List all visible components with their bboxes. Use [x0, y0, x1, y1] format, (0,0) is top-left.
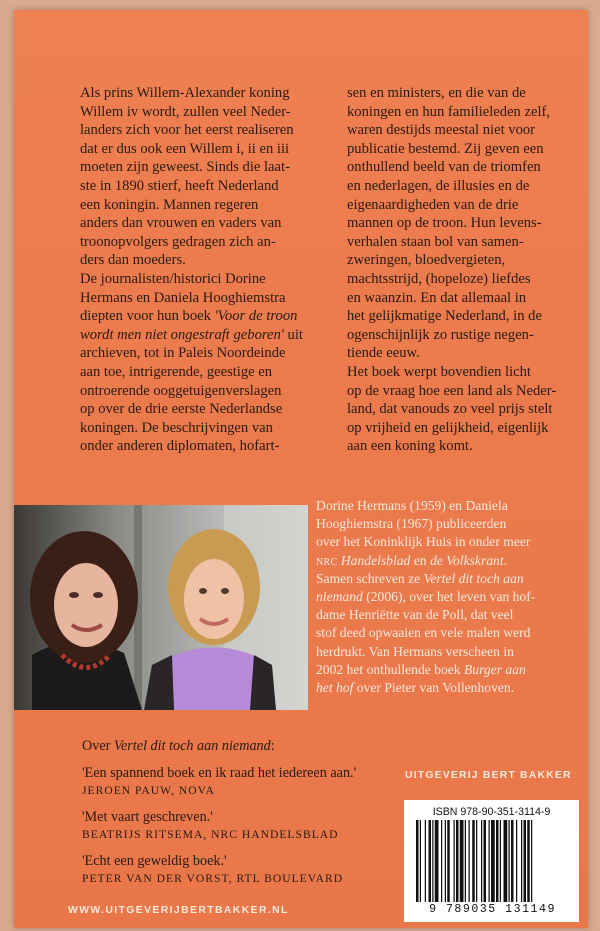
review-quotes: [82, 738, 402, 887]
barcode-bar: [521, 820, 522, 902]
barcode-bar: [435, 820, 439, 902]
barcode-bar: [429, 820, 432, 902]
barcode-bar: [476, 820, 477, 902]
barcode-bar: [445, 820, 446, 902]
barcode-bar: [489, 820, 490, 902]
ean-digits: 9 789035 131149: [429, 903, 556, 916]
quote-source: PETER VAN DER VORST, RTL BOULEVARD: [82, 872, 344, 885]
quotes-intro: Over Vertel dit toch aan niemand:: [82, 738, 275, 754]
author-photo-illustration: [14, 505, 308, 710]
blurb-paragraph-1: Als prins Willem-Alexander koning Willem iv wordt, zullen veel Neder- landers zich voor het eerst realiseren dat er dus ook een Willem i, ii en iii moeten zijn geweest. Sinds die laat- ste in 1890 stierf, heeft Nederland een koningin. Mannen regeren anders dan vrouwen en vaders van troonopvolgers gedragen zich an- ders dan moeders.: [80, 85, 294, 269]
publisher-name: UITGEVERIJ BERT BAKKER: [405, 770, 572, 781]
review-quote: 'Echt een geweldig boek.' PETER VAN DER VORST, RTL BOULEVARD: [82, 853, 402, 887]
blurb-left-column: [80, 84, 328, 456]
barcode-bar: [420, 820, 421, 902]
blurb-paragraph-3: sen en ministers, en die van de koningen en hun familieleden zelf, waren destijds meestal niet voor publicatie bestemd. Zij geven een onthullend beeld van de triomfen en nederlagen, de illusies en de eigenaardigheden van de drie mannen op de troon. Hun levens- verhalen staan bol van samen- zweringen, bloedvergieten, machtsstrijd, (hopeloze) liefdes en waanzin. En dat allemaal in het gelijkmatige Nederland, in de ogenschijnlijk zo rustige negen- tiende eeuw.: [347, 85, 551, 362]
barcode-bar: [516, 820, 517, 902]
publisher-website[interactable]: WWW.UITGEVERIJBERTBAKKER.NL: [68, 905, 289, 916]
barcode-bar: [456, 820, 459, 902]
barcode-bar: [465, 820, 466, 902]
barcode-bar: [511, 820, 514, 902]
quote-source: JEROEN PAUW, NOVA: [82, 784, 215, 797]
author-bio: Dorine Hermans (1959) en Daniela Hooghiemstra (1967) publiceerden over het Koninklijk Huis in onder meer nrc Handelsblad en de Volkskrant. Samen schreven ze Vertel dit toch aan niemand (2006), over het leven van hof- dame Henriëtte van de Poll, dat veel stof deed opwaaien en vele malen werd herdrukt. Van Hermans verscheen in 2002 het onthullende boek Burger aan het hof over Pieter van Vollenhoven.: [316, 498, 536, 696]
book-title-italic: 'Voor de troon: [214, 308, 298, 325]
barcode-bar: [432, 820, 433, 902]
barcode-bar: [447, 820, 450, 902]
barcode-bar: [500, 820, 501, 902]
blurb-paragraph-4: Het boek werpt bovendien licht op de vraag hoe een land als Neder- land, dat vanouds zo veel prijs stelt op vrijheid en gelijkheid, eigenlijk aan een koning komt.: [347, 363, 557, 455]
barcode-bar: [509, 820, 510, 902]
barcode-bar: [441, 820, 442, 902]
review-quote: 'Met vaart geschreven.' BEATRIJS RITSEMA, NRC HANDELSBLAD: [82, 809, 402, 843]
barcode-bar: [531, 820, 532, 902]
author-photo: [14, 505, 308, 710]
barcode-bar: [472, 820, 475, 902]
barcode-bar: [524, 820, 527, 902]
barcode-bar: [527, 820, 530, 902]
barcode-bar: [425, 820, 426, 902]
barcode-bar: [481, 820, 482, 902]
barcode-bar: [454, 820, 455, 902]
isbn-label: ISBN 978-90-351-3114-9: [432, 806, 551, 818]
blurb-paragraph-2: De journalisten/historici Dorine Hermans en Daniela Hooghiemstra diepten voor hun boek 'Voor de troon wordt men niet ongestraft geboren' uit archieven, tot in Paleis Noordeinde aan toe, intrigerende, geestige en ontroerende ooggetuigenverslagen op over de drie eerste Nederlandse koningen. De beschrijvingen van onder anderen diplomaten, hofart-: [80, 270, 303, 455]
barcode-bar: [484, 820, 487, 902]
barcode-bar: [496, 820, 499, 902]
barcode-icon: [416, 820, 568, 902]
blurb-right-column: [347, 84, 572, 456]
barcode-bar: [491, 820, 495, 902]
barcode-bar: [469, 820, 470, 902]
review-quote: 'Een spannend boek en ik raad het iedereen aan.' JEROEN PAUW, NOVA: [82, 765, 402, 799]
quote-source: BEATRIJS RITSEMA, NRC HANDELSBLAD: [82, 828, 339, 841]
barcode-bar: [416, 820, 419, 902]
barcode-box: [404, 800, 579, 922]
barcode-bar: [504, 820, 508, 902]
barcode-bar: [460, 820, 464, 902]
